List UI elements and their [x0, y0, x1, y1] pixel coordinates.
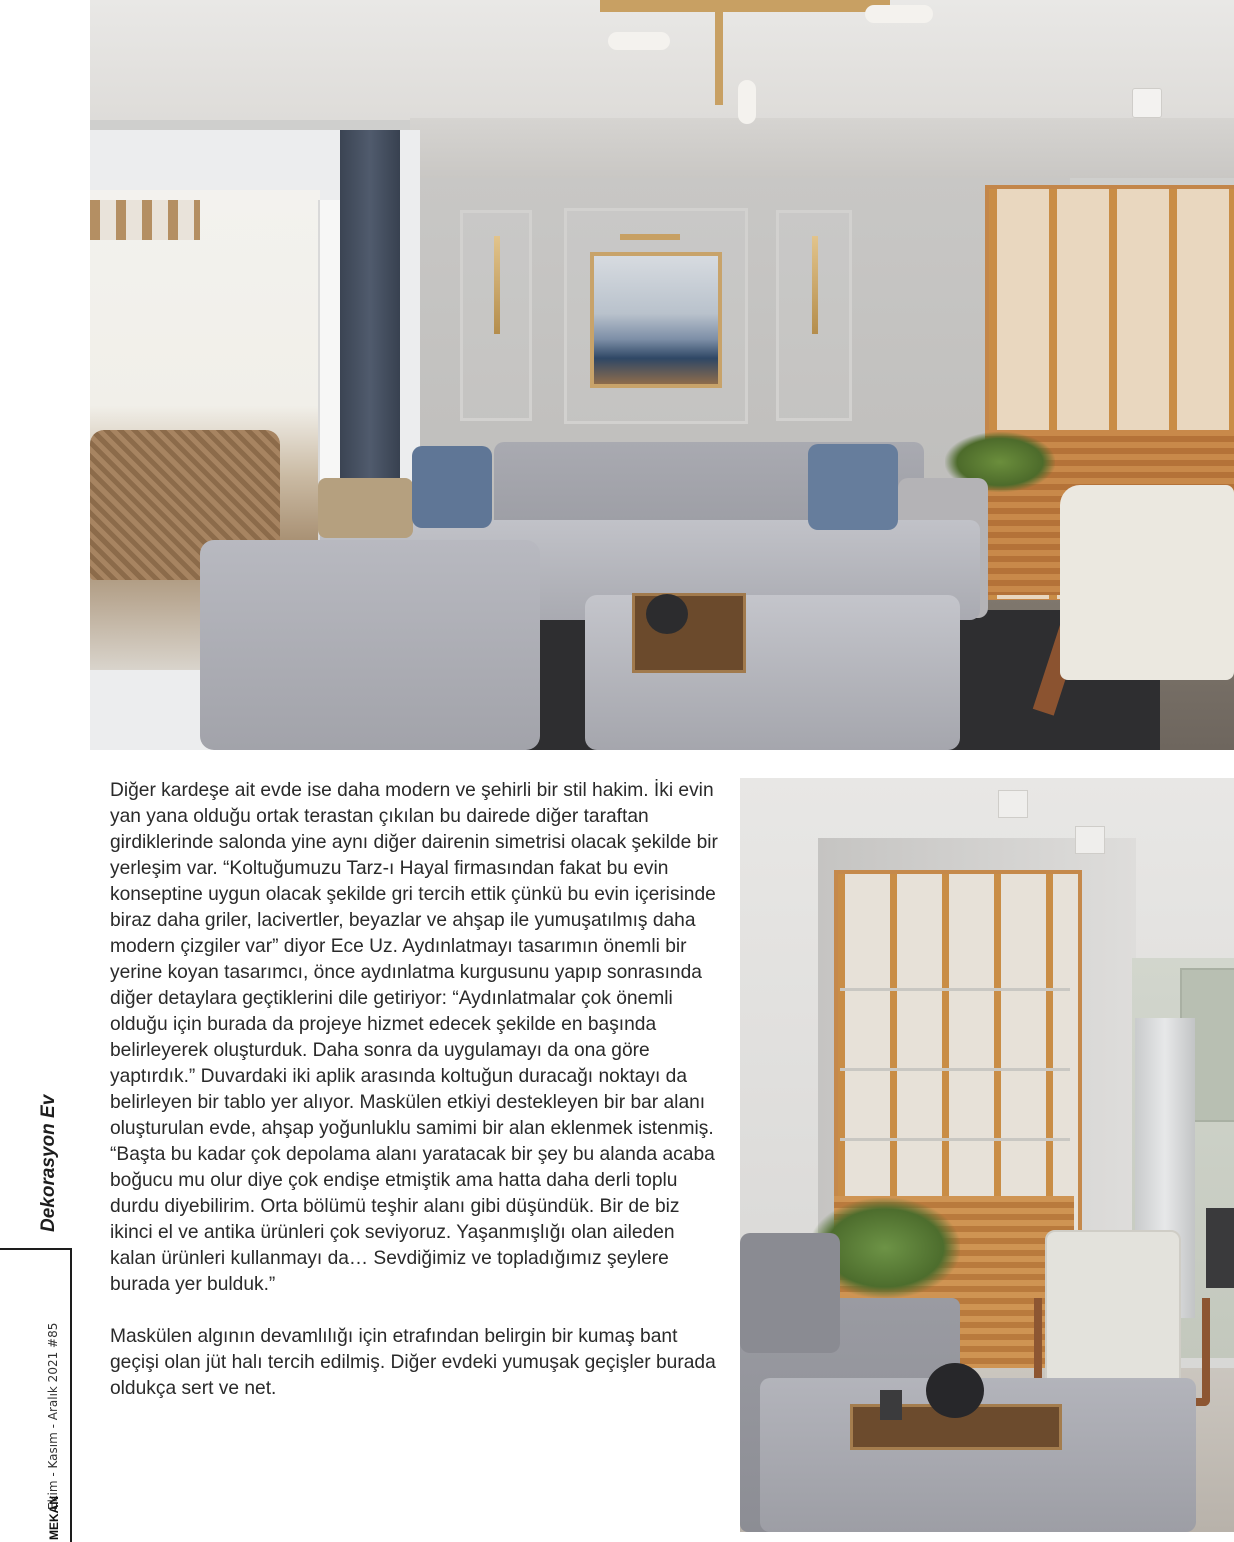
- pendant-light-stem: [715, 0, 723, 105]
- wooden-arm-tray: [318, 478, 413, 538]
- runner-divider-vertical: [70, 1248, 72, 1542]
- cast-iron-teapot: [926, 1363, 984, 1418]
- glass-shelf: [840, 1138, 1070, 1141]
- glass-shelf: [840, 1068, 1070, 1071]
- pergola: [90, 200, 200, 240]
- ceiling-spotlight: [1132, 88, 1162, 118]
- ceiling: [90, 0, 1234, 120]
- ceiling-spotlight: [998, 790, 1028, 818]
- blue-cushion-left: [412, 446, 492, 528]
- article-body: [110, 778, 720, 1402]
- sofa-cushion: [740, 1233, 840, 1353]
- reed-diffuser: [880, 1390, 902, 1420]
- abstract-painting: [590, 252, 722, 388]
- pendant-bulb: [608, 32, 670, 50]
- hero-photo-living-room: [90, 0, 1234, 750]
- cream-armchair: [1060, 485, 1234, 680]
- pendant-light-bar: [600, 0, 890, 12]
- ceiling-spotlight: [1075, 826, 1105, 854]
- side-photo-cabinet: [740, 778, 1234, 1532]
- cream-armchair: [1045, 1230, 1181, 1394]
- wall-sconce-right: [812, 236, 818, 334]
- wall-sconce-left: [494, 236, 500, 334]
- picture-light: [620, 234, 680, 240]
- cast-iron-teapot: [646, 594, 688, 634]
- sofa-chaise: [200, 540, 540, 750]
- issue-label: Ekim - Kasım - Aralık 2021 #85: [46, 1322, 60, 1510]
- runner-divider-horizontal: [0, 1248, 72, 1250]
- oven: [1206, 1208, 1234, 1288]
- ceiling-cornice: [410, 118, 1234, 178]
- glass-shelf: [840, 988, 1070, 991]
- pendant-bulb: [865, 5, 933, 23]
- blue-cushion-right: [808, 444, 898, 530]
- magazine-brand: MEKAN: [47, 1496, 61, 1540]
- article-paragraph: Diğer kardeşe ait evde ise daha modern ve şehirli bir stil hakim. İki evin yan yana olduğu ortak terastan çıkılan bu dairede diğer taraftan girdiklerinde salonda yine aynı diğer dairenin simetrisi olacak şekilde bir yerleşim var. “Koltuğumuzu Tarz-ı Hayal firmasından fakat bu evin konseptine uygun olacak şekilde gri tercih ettik çünkü bu evin içerisinde biraz daha griler, lacivertler, beyazlar ve ahşap ile yumuşatılmış daha modern çizgiler var” diyor Ece Uz. Aydınlatmayı tasarımın önemli bir yerine koyan tasarımcı, önce aydınlatma kurgusunu yapıp sonrasında diğer detaylara geçtiklerini dile getiriyor: “Aydınlatmalar çok önemli olduğu için burada da projeye hizmet edecek şekilde en başında belirleyerek oluşturduk. Daha sonra da uygulamayı da ona göre yaptırdık.” Duvardaki iki aplik arasında koltuğun duracağı noktayı da belirleyen bir tablo yer alıyor. Maskülen etkiyi destekleyen bir bar alanı oluşturulan evde, ahşap yoğunluklu samimi bir alan eklenmek istenmiş. “Başta bu kadar çok depolama alanı yaratacak bir şey bu alanda acaba boğucu mu olur diye çok endişe etmiştik ama hatta daha derli toplu durdu diyebilirim. Orta bölümü teşhir alanı gibi düşündük. Bir de biz ikinci el ve antika ürünleri çok seviyoruz. Yaşanmışlığı olan aileden kalan ürünleri kullanmayı da… Sevdiğimiz ve topladığımız şeylere burada yer bulduk.”: [110, 780, 718, 1295]
- pendant-bulb: [738, 80, 756, 124]
- section-title: Dekorasyon Ev: [38, 1094, 59, 1232]
- article-paragraph: Maskülen algının devamlılığı için etrafından belirgin bir kumaş bant geçişi olan jüt halı tercih edilmiş. Diğer evdeki yumuşak geçişler burada oldukça sert ve net.: [110, 1326, 716, 1399]
